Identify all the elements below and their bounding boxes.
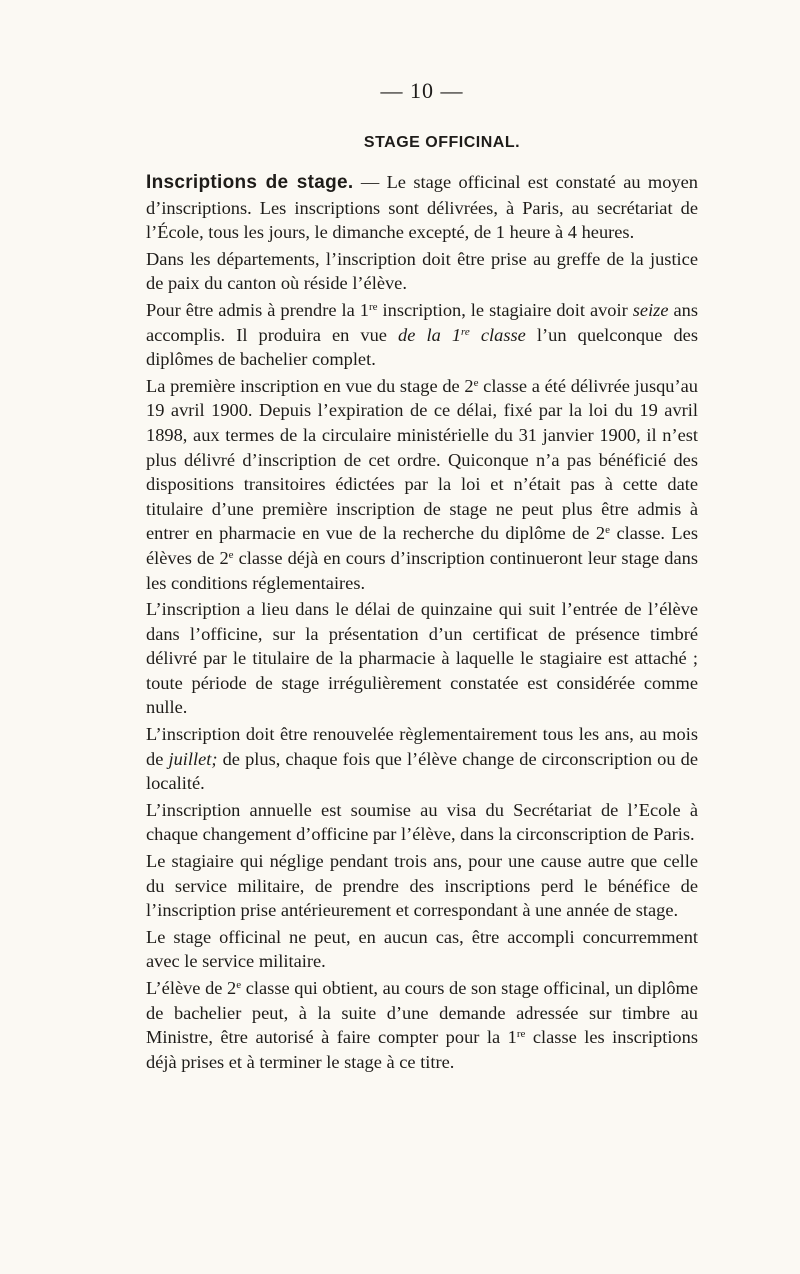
paragraph-admission: Pour être admis à prendre la 1re inscription, le stagiaire doit avoir seize ans accomplis. Il produira en vue de la 1re classe l’un quelconque des diplômes de bachelier complet. — [146, 299, 699, 370]
paragraph-inscriptions: Inscriptions de stage. — Le stage officinal est constaté au moyen d’inscriptions. Les inscriptions sont délivrées, à Paris, au secrétariat de l’École, tous les jours, le dimanche excepté, de 1 heure à 4 heures. — [146, 172, 698, 243]
paragraph-visa: L’inscription annuelle est soumise au visa du Secrétariat de l’Ecole à chaque changement d’officine par l’élève, dans la circonscription de Paris. — [146, 799, 698, 845]
paragraph-delai: L’inscription a lieu dans le délai de quinzaine qui suit l’entrée de l’élève dans l’officine, sur la présentation d’un certificat de présence timbré délivré par le titulaire de la pharmacie à laquelle le stagiaire est attaché ; toute période de stage irrégulièrement constatée est considérée comme nulle. — [146, 599, 698, 718]
paragraph-departements: Dans les départements, l’inscription doit être prise au greffe de la justice de paix du canton où réside l’élève. — [146, 248, 698, 294]
page-number: — 10 — — [380, 78, 464, 103]
paragraph-renouvellement: L’inscription doit être renouvelée règlementairement tous les ans, au mois de juillet; de plus, chaque fois que l’élève change de circonscription ou de localité. — [146, 724, 698, 794]
paragraph-lead: Inscriptions de stage. — [146, 172, 354, 193]
paragraph-negligence: Le stagiaire qui néglige pendant trois ans, pour une cause autre que celle du service militaire, de prendre des inscriptions perd le bénéfice de l’inscription prise antérieurement et correspondant à une année de stage. — [146, 851, 698, 921]
paragraph-premiere-inscription: La première inscription en vue du stage de 2e classe a été délivrée jusqu’au 19 avril 1900. Depuis l’expiration de ce délai, fixé par la loi du 19 avril 1898, aux termes de la circulaire ministérielle du 31 janvier 1900, il n’est plus délivré d’inscription de cet ordre. Quiconque n’a pas bénéficié des dispositions transitoires édictées par la loi et n’était pas à cette date titulaire d’une première inscription de stage ne peut plus être admis à entrer en pharmacie en vue de la recherche du diplôme de 2e classe. Les élèves de 2e classe déjà en cours d’inscription continueront leur stage dans les conditions réglementaires. — [146, 375, 698, 593]
section-title: STAGE OFFICINAL. — [363, 134, 521, 151]
paragraph-bachelier: L’élève de 2e classe qui obtient, au cours de son stage officinal, un diplôme de bachelier peut, à la suite d’une demande adressée sur timbre au Ministre, être autorisé à faire compter pour la 1re classe les inscriptions déjà prises et à terminer le stage à ce titre. — [146, 978, 698, 1072]
paragraph-service-militaire: Le stage officinal ne peut, en aucun cas, être accompli concurremment avec le service militaire. — [146, 926, 698, 972]
